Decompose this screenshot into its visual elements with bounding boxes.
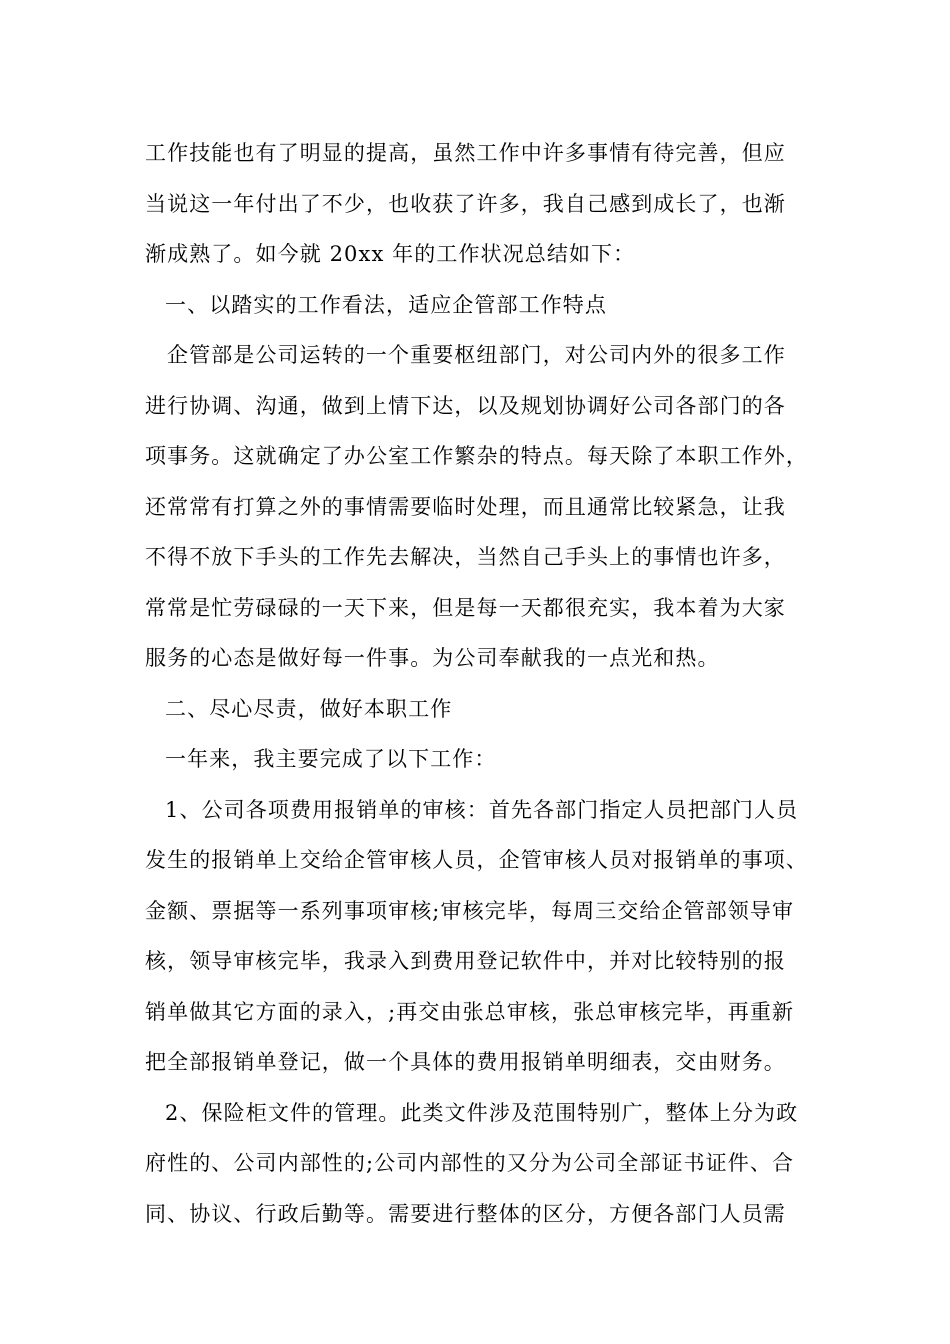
text-line: 企管部是公司运转的一个重要枢纽部门，对公司内外的很多工作 [167,343,786,367]
text-line: 一、以踏实的工作看法，适应企管部工作特点 [165,292,607,317]
text-line: 把全部报销单登记，做一个具体的费用报销单明细表，交由财务。 [145,1050,786,1074]
text-line: 二、尽心尽责，做好本职工作 [165,696,453,721]
text-line: 2、保险柜文件的管理。此类文件涉及范围特别广，整体上分为政 [165,1100,799,1125]
text-line: 核，领导审核完毕，我录入到费用登记软件中，并对比较特别的报 [145,949,786,973]
text-line: 还常常有打算之外的事情需要临时处理，而且通常比较紧急，让我 [145,494,786,519]
document-body [145,128,835,1239]
text-line: 常常是忙劳碌碌的一天下来，但是每一天都很充实，我本着为大家 [145,595,786,620]
text-line: 销单做其它方面的录入，;再交由张总审核，张总审核完毕，再重新 [145,999,795,1024]
text-line: 服务的心态是做好每一件事。为公司奉献我的一点光和热。 [145,646,720,670]
text-line: 工作技能也有了明显的提高，虽然工作中许多事情有待完善，但应 [145,141,786,165]
text-line: 渐成熟了。如今就 20xx 年的工作状况总结如下： [145,242,636,266]
text-line: 当说这一年付出了不少，也收获了许多，我自己感到成长了，也渐 [145,191,786,216]
text-line: 金额、票据等一系列事项审核;审核完毕，每周三交给企管部领导审 [145,898,795,923]
text-line: 进行协调、沟通，做到上情下达，以及规划协调好公司各部门的各 [145,393,786,418]
text-line: 同、协议、行政后勤等。需要进行整体的区分，方便各部门人员需 [145,1201,786,1226]
text-line: 一年来，我主要完成了以下工作： [165,747,497,771]
text-line: 府性的、公司内部性的;公司内部性的又分为公司全部证书证件、合 [145,1151,795,1175]
text-line: 不得不放下手头的工作先去解决，当然自己手头上的事情也许多， [145,545,786,569]
text-line: 1、公司各项费用报销单的审核：首先各部门指定人员把部门人员 [165,797,799,822]
text-line: 发生的报销单上交给企管审核人员，企管审核人员对报销单的事项、 [145,848,808,872]
text-line: 项事务。这就确定了办公室工作繁杂的特点。每天除了本职工作外， [145,444,808,468]
